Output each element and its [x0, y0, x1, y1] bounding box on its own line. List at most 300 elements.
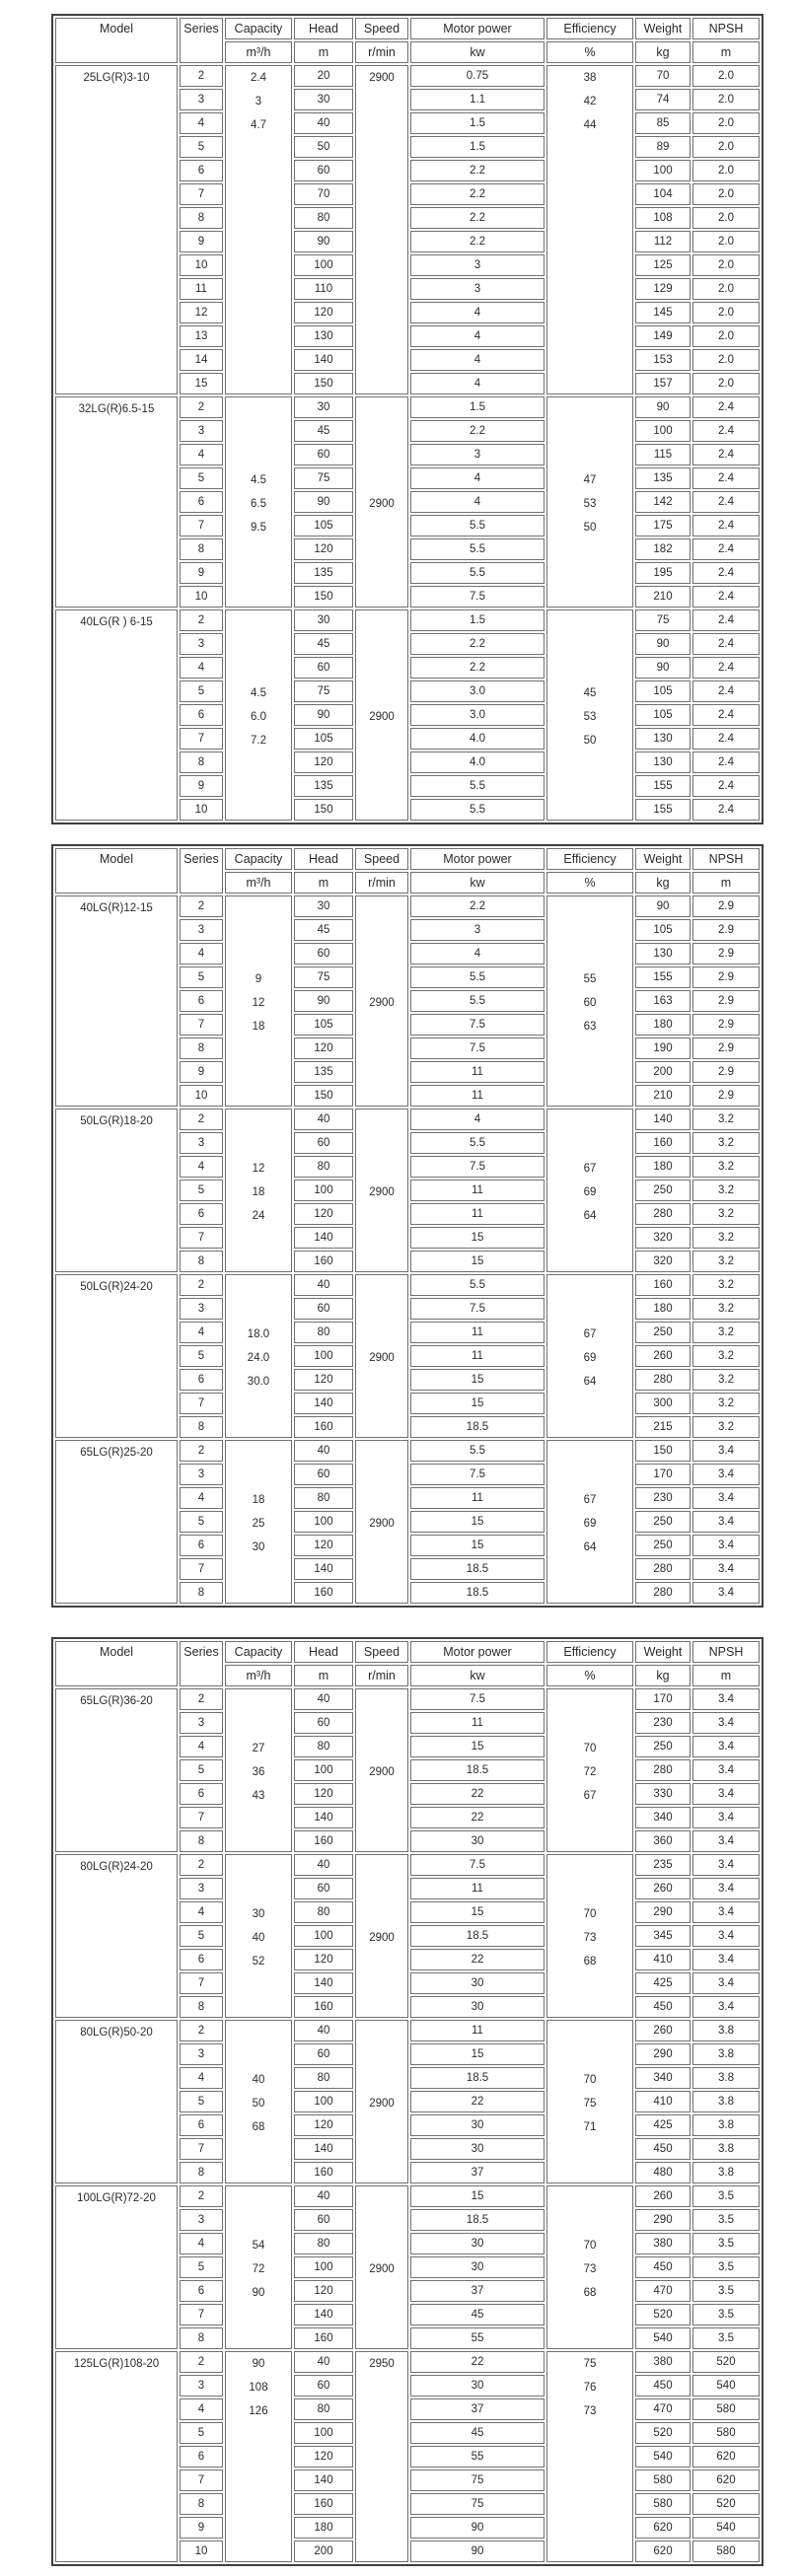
capacity-value: 3	[255, 96, 262, 107]
series-cell: 4	[180, 112, 223, 134]
weight-cell: 580	[635, 2469, 691, 2491]
model-group	[55, 2020, 760, 2183]
npsh-cell: 3.5	[692, 2209, 760, 2231]
npsh-cell: 3.4	[692, 1878, 760, 1899]
npsh-cell: 3.8	[692, 2091, 760, 2112]
table-row	[55, 609, 760, 631]
series-cell: 10	[180, 2540, 223, 2562]
npsh-cell: 2.4	[692, 467, 760, 489]
series-cell: 4	[180, 1487, 223, 1509]
series-cell: 8	[180, 1416, 223, 1438]
efficiency-values	[547, 2068, 632, 2139]
power-cell: 11	[410, 1061, 545, 1083]
efficiency-value: 45	[583, 687, 597, 699]
model-group	[55, 895, 760, 1107]
head-cell: 30	[294, 895, 353, 917]
npsh-cell: 3.5	[692, 2304, 760, 2326]
power-cell: 22	[410, 2091, 545, 2112]
capacity-values	[226, 2352, 291, 2423]
head-cell: 140	[294, 1227, 353, 1249]
npsh-cell: 2.0	[692, 254, 760, 276]
col-header-series: Series	[180, 848, 223, 894]
head-cell: 40	[294, 2020, 353, 2041]
weight-cell: 410	[635, 1949, 691, 1970]
col-unit-weight: kg	[635, 1665, 691, 1686]
table-row	[55, 1440, 760, 1462]
head-cell: 140	[294, 1972, 353, 1994]
npsh-cell: 3.4	[692, 1688, 760, 1710]
head-cell: 120	[294, 2114, 353, 2136]
npsh-cell: 3.5	[692, 2256, 760, 2278]
npsh-cell: 3.2	[692, 1203, 760, 1225]
npsh-cell: 3.8	[692, 2114, 760, 2136]
model-group	[55, 1688, 760, 1852]
table-row	[55, 2020, 760, 2041]
series-cell: 8	[180, 2162, 223, 2183]
power-cell: 55	[410, 2446, 545, 2468]
weight-cell: 380	[635, 2351, 691, 2373]
capacity-cell	[225, 1854, 292, 2018]
npsh-cell: 3.5	[692, 2185, 760, 2207]
weight-cell: 290	[635, 2209, 691, 2231]
capacity-value: 9.5	[251, 522, 266, 534]
capacity-cell	[225, 396, 292, 608]
head-cell: 90	[294, 491, 353, 513]
series-cell: 3	[180, 2043, 223, 2065]
capacity-value: 24	[252, 1210, 265, 1222]
npsh-cell: 2.4	[692, 420, 760, 442]
head-cell: 140	[294, 1393, 353, 1414]
pump-spec-table-2	[51, 844, 764, 1608]
power-cell: 45	[410, 2304, 545, 2326]
table-row	[55, 2185, 760, 2207]
efficiency-cell	[546, 609, 633, 821]
efficiency-cell	[546, 2020, 633, 2183]
speed-cell	[355, 1854, 408, 2018]
head-cell: 90	[294, 990, 353, 1012]
efficiency-value: 64	[583, 1210, 597, 1222]
efficiency-cell	[546, 2351, 633, 2562]
model-cell	[55, 1440, 178, 1604]
power-cell: 18.5	[410, 2209, 545, 2231]
power-cell: 1.5	[410, 609, 545, 631]
series-cell: 7	[180, 2304, 223, 2326]
speed-value: 2900	[369, 2098, 395, 2110]
head-cell: 60	[294, 1132, 353, 1154]
efficiency-value: 67	[583, 1790, 597, 1802]
weight-cell: 250	[635, 1736, 691, 1757]
head-cell: 150	[294, 586, 353, 608]
power-cell: 2.2	[410, 895, 545, 917]
weight-cell: 155	[635, 966, 691, 988]
col-unit-efficiency: %	[546, 872, 633, 894]
series-cell: 6	[180, 491, 223, 513]
speed-value: 2900	[369, 711, 395, 723]
weight-cell: 290	[635, 1901, 691, 1923]
power-cell: 30	[410, 2233, 545, 2254]
head-cell: 40	[294, 1688, 353, 1710]
weight-cell: 410	[635, 2091, 691, 2112]
npsh-cell: 3.2	[692, 1345, 760, 1367]
head-cell: 40	[294, 2351, 353, 2373]
capacity-values	[226, 1157, 291, 1228]
npsh-cell: 3.2	[692, 1109, 760, 1130]
speed-cell	[355, 609, 408, 821]
head-cell: 120	[294, 751, 353, 773]
power-cell: 18.5	[410, 1759, 545, 1781]
weight-cell: 105	[635, 680, 691, 702]
npsh-cell: 580	[692, 2540, 760, 2562]
model-group	[55, 1109, 760, 1272]
power-cell: 11	[410, 2020, 545, 2041]
capacity-values	[226, 2234, 291, 2305]
capacity-value: 126	[249, 2405, 268, 2417]
power-cell: 2.2	[410, 657, 545, 679]
power-cell: 4	[410, 467, 545, 489]
power-cell: 15	[410, 2043, 545, 2065]
weight-cell: 280	[635, 1582, 691, 1604]
col-header-efficiency: Efficiency	[546, 848, 633, 870]
col-unit-capacity: m³/h	[225, 872, 292, 894]
power-cell: 2.2	[410, 231, 545, 252]
model-cell	[55, 396, 178, 608]
col-unit-speed: r/min	[355, 41, 408, 63]
capacity-value: 4.7	[251, 119, 266, 131]
series-cell: 2	[180, 1688, 223, 1710]
power-cell: 22	[410, 1783, 545, 1805]
weight-cell: 280	[635, 1369, 691, 1391]
series-cell: 8	[180, 1251, 223, 1272]
npsh-cell: 2.0	[692, 183, 760, 205]
npsh-cell: 3.4	[692, 1558, 760, 1580]
weight-cell: 190	[635, 1038, 691, 1059]
series-cell: 9	[180, 231, 223, 252]
speed-value: 2900	[369, 498, 395, 510]
weight-cell: 90	[635, 657, 691, 679]
model-name: 50LG(R)18-20	[80, 1115, 153, 1127]
head-cell: 80	[294, 1901, 353, 1923]
speed-value: 2950	[369, 2358, 395, 2370]
head-cell: 70	[294, 183, 353, 205]
speed-cell	[355, 1688, 408, 1852]
head-cell: 110	[294, 278, 353, 300]
npsh-cell: 2.4	[692, 728, 760, 750]
model-cell	[55, 2185, 178, 2349]
head-cell: 75	[294, 966, 353, 988]
npsh-cell: 3.4	[692, 1783, 760, 1805]
head-cell: 60	[294, 943, 353, 965]
series-cell: 8	[180, 751, 223, 773]
weight-cell: 230	[635, 1487, 691, 1509]
efficiency-value: 64	[583, 1541, 597, 1553]
weight-cell: 280	[635, 1203, 691, 1225]
weight-cell: 100	[635, 160, 691, 181]
head-cell: 120	[294, 2446, 353, 2468]
series-cell: 12	[180, 302, 223, 323]
npsh-cell: 2.4	[692, 799, 760, 821]
power-cell: 11	[410, 1712, 545, 1734]
model-name: 80LG(R)50-20	[80, 2027, 153, 2039]
head-cell: 100	[294, 1180, 353, 1201]
weight-cell: 85	[635, 112, 691, 134]
head-cell: 50	[294, 136, 353, 158]
col-header-speed: Speed	[355, 1641, 408, 1663]
series-cell: 5	[180, 136, 223, 158]
weight-cell: 380	[635, 2233, 691, 2254]
power-cell: 18.5	[410, 1558, 545, 1580]
head-cell: 160	[294, 1582, 353, 1604]
series-cell: 2	[180, 1109, 223, 1130]
efficiency-value: 67	[583, 1494, 597, 1506]
capacity-value: 30.0	[247, 1376, 270, 1388]
power-cell: 3	[410, 919, 545, 941]
model-name: 100LG(R)72-20	[77, 2192, 156, 2204]
head-cell: 45	[294, 420, 353, 442]
speed-value: 2900	[369, 1932, 395, 1944]
capacity-values	[226, 1488, 291, 1559]
efficiency-value: 76	[583, 2382, 597, 2394]
col-header-capacity: Capacity	[225, 1641, 292, 1663]
series-cell: 6	[180, 2446, 223, 2468]
npsh-cell: 3.5	[692, 2280, 760, 2302]
capacity-value: 12	[252, 997, 265, 1009]
head-cell: 100	[294, 1759, 353, 1781]
weight-cell: 360	[635, 1830, 691, 1852]
head-cell: 140	[294, 2138, 353, 2160]
model-cell	[55, 2020, 178, 2183]
weight-cell: 260	[635, 2185, 691, 2207]
weight-cell: 180	[635, 1298, 691, 1320]
power-cell: 11	[410, 1487, 545, 1509]
series-cell: 7	[180, 183, 223, 205]
npsh-cell: 2.4	[692, 396, 760, 418]
series-cell: 2	[180, 2020, 223, 2041]
series-cell: 3	[180, 1464, 223, 1485]
head-cell: 135	[294, 775, 353, 797]
npsh-cell: 580	[692, 2398, 760, 2420]
series-cell: 9	[180, 1061, 223, 1083]
head-cell: 120	[294, 538, 353, 560]
head-cell: 80	[294, 1487, 353, 1509]
npsh-cell: 3.8	[692, 2067, 760, 2089]
head-cell: 60	[294, 1712, 353, 1734]
capacity-values	[226, 2068, 291, 2139]
head-cell: 180	[294, 2517, 353, 2539]
weight-cell: 140	[635, 1109, 691, 1130]
power-cell: 0.75	[410, 65, 545, 87]
weight-cell: 450	[635, 2256, 691, 2278]
npsh-cell: 2.0	[692, 89, 760, 110]
efficiency-values	[547, 967, 632, 1038]
power-cell: 37	[410, 2398, 545, 2420]
npsh-cell: 2.0	[692, 112, 760, 134]
capacity-value: 30	[252, 1908, 265, 1920]
head-cell: 100	[294, 1345, 353, 1367]
weight-cell: 130	[635, 751, 691, 773]
head-cell: 160	[294, 2327, 353, 2349]
power-cell: 4	[410, 349, 545, 371]
power-cell: 7.5	[410, 1156, 545, 1178]
weight-cell: 112	[635, 231, 691, 252]
weight-cell: 195	[635, 562, 691, 584]
capacity-cell	[225, 1109, 292, 1272]
weight-cell: 620	[635, 2540, 691, 2562]
power-cell: 55	[410, 2327, 545, 2349]
series-cell: 4	[180, 1156, 223, 1178]
power-cell: 4.0	[410, 728, 545, 750]
table-row	[55, 65, 760, 87]
model-name: 25LG(R)3-10	[83, 72, 150, 84]
capacity-value: 40	[252, 2074, 265, 2086]
series-cell: 7	[180, 1014, 223, 1036]
power-cell: 4	[410, 325, 545, 347]
col-unit-power: kw	[410, 41, 545, 63]
head-cell: 135	[294, 1061, 353, 1083]
npsh-cell: 3.2	[692, 1156, 760, 1178]
series-cell: 8	[180, 1582, 223, 1604]
table-row	[55, 1109, 760, 1130]
series-cell: 8	[180, 1830, 223, 1852]
col-header-weight: Weight	[635, 18, 691, 39]
series-cell: 13	[180, 325, 223, 347]
npsh-cell: 580	[692, 2422, 760, 2444]
col-header-npsh: NPSH	[692, 18, 760, 39]
npsh-cell: 3.2	[692, 1227, 760, 1249]
col-header-power: Motor power	[410, 848, 545, 870]
weight-cell: 280	[635, 1558, 691, 1580]
series-cell: 7	[180, 2469, 223, 2491]
col-unit-head: m	[294, 1665, 353, 1686]
efficiency-values	[547, 468, 632, 539]
head-cell: 140	[294, 2469, 353, 2491]
head-cell: 30	[294, 396, 353, 418]
series-cell: 2	[180, 2351, 223, 2373]
speed-value: 2900	[369, 72, 395, 84]
power-cell: 5.5	[410, 1132, 545, 1154]
col-header-efficiency: Efficiency	[546, 1641, 633, 1663]
efficiency-value: 73	[583, 2405, 597, 2417]
table-row	[55, 895, 760, 917]
col-unit-speed: r/min	[355, 1665, 408, 1686]
series-cell: 2	[180, 65, 223, 87]
npsh-cell: 2.4	[692, 680, 760, 702]
power-cell: 15	[410, 1227, 545, 1249]
speed-value: 2900	[369, 1186, 395, 1198]
model-cell	[55, 1688, 178, 1852]
weight-cell: 320	[635, 1227, 691, 1249]
weight-cell: 260	[635, 2020, 691, 2041]
efficiency-value: 60	[583, 997, 597, 1009]
capacity-value: 30	[252, 1541, 265, 1553]
efficiency-value: 42	[583, 96, 597, 107]
npsh-cell: 620	[692, 2469, 760, 2491]
power-cell: 30	[410, 2256, 545, 2278]
series-cell: 4	[180, 2233, 223, 2254]
capacity-value: 18	[252, 1494, 265, 1506]
power-cell: 18.5	[410, 1582, 545, 1604]
efficiency-value: 68	[583, 2287, 597, 2299]
weight-cell: 580	[635, 2493, 691, 2515]
npsh-cell: 3.4	[692, 1535, 760, 1556]
capacity-value: 52	[252, 1956, 265, 1968]
power-cell: 7.5	[410, 1854, 545, 1876]
head-cell: 120	[294, 1783, 353, 1805]
capacity-cell	[225, 1274, 292, 1438]
model-cell	[55, 2351, 178, 2562]
head-cell: 80	[294, 2233, 353, 2254]
capacity-value: 54	[252, 2240, 265, 2252]
efficiency-values	[547, 66, 632, 137]
weight-cell: 425	[635, 2114, 691, 2136]
capacity-value: 2.4	[251, 72, 266, 84]
head-cell: 100	[294, 2422, 353, 2444]
capacity-value: 25	[252, 1518, 265, 1530]
weight-cell: 290	[635, 2043, 691, 2065]
power-cell: 15	[410, 1393, 545, 1414]
series-cell: 5	[180, 1759, 223, 1781]
series-cell: 8	[180, 2493, 223, 2515]
power-cell: 90	[410, 2540, 545, 2562]
npsh-cell: 3.2	[692, 1251, 760, 1272]
head-cell: 30	[294, 609, 353, 631]
head-cell: 160	[294, 1416, 353, 1438]
efficiency-value: 53	[583, 498, 597, 510]
npsh-cell: 3.4	[692, 1712, 760, 1734]
power-cell: 7.5	[410, 1038, 545, 1059]
weight-cell: 470	[635, 2398, 691, 2420]
npsh-cell: 3.4	[692, 1582, 760, 1604]
npsh-cell: 2.9	[692, 943, 760, 965]
npsh-cell: 2.0	[692, 160, 760, 181]
table-row	[55, 1854, 760, 1876]
efficiency-cell	[546, 65, 633, 394]
speed-cell	[355, 2351, 408, 2562]
head-cell: 80	[294, 2398, 353, 2420]
power-cell: 3	[410, 254, 545, 276]
col-header-head: Head	[294, 1641, 353, 1663]
capacity-values	[226, 1902, 291, 1973]
npsh-cell: 3.8	[692, 2020, 760, 2041]
power-cell: 3	[410, 444, 545, 465]
power-cell: 5.5	[410, 515, 545, 537]
weight-cell: 160	[635, 1132, 691, 1154]
col-header-capacity: Capacity	[225, 848, 292, 870]
weight-cell: 74	[635, 89, 691, 110]
series-cell: 3	[180, 1878, 223, 1899]
head-cell: 75	[294, 680, 353, 702]
pump-spec-table-3	[51, 1637, 764, 2566]
npsh-cell: 3.2	[692, 1274, 760, 1296]
col-header-power: Motor power	[410, 1641, 545, 1663]
model-name: 40LG(R)12-15	[80, 902, 153, 914]
weight-cell: 157	[635, 373, 691, 394]
power-cell: 7.5	[410, 1298, 545, 1320]
npsh-cell: 3.4	[692, 1807, 760, 1828]
weight-cell: 230	[635, 1712, 691, 1734]
power-cell: 22	[410, 2351, 545, 2373]
npsh-cell: 3.2	[692, 1393, 760, 1414]
series-cell: 5	[180, 1180, 223, 1201]
weight-cell: 300	[635, 1393, 691, 1414]
head-cell: 120	[294, 1535, 353, 1556]
npsh-cell: 3.4	[692, 1736, 760, 1757]
efficiency-values	[547, 1737, 632, 1808]
power-cell: 11	[410, 1345, 545, 1367]
power-cell: 15	[410, 1369, 545, 1391]
capacity-value: 108	[249, 2382, 268, 2394]
head-cell: 100	[294, 1511, 353, 1533]
col-unit-npsh: m	[692, 872, 760, 894]
